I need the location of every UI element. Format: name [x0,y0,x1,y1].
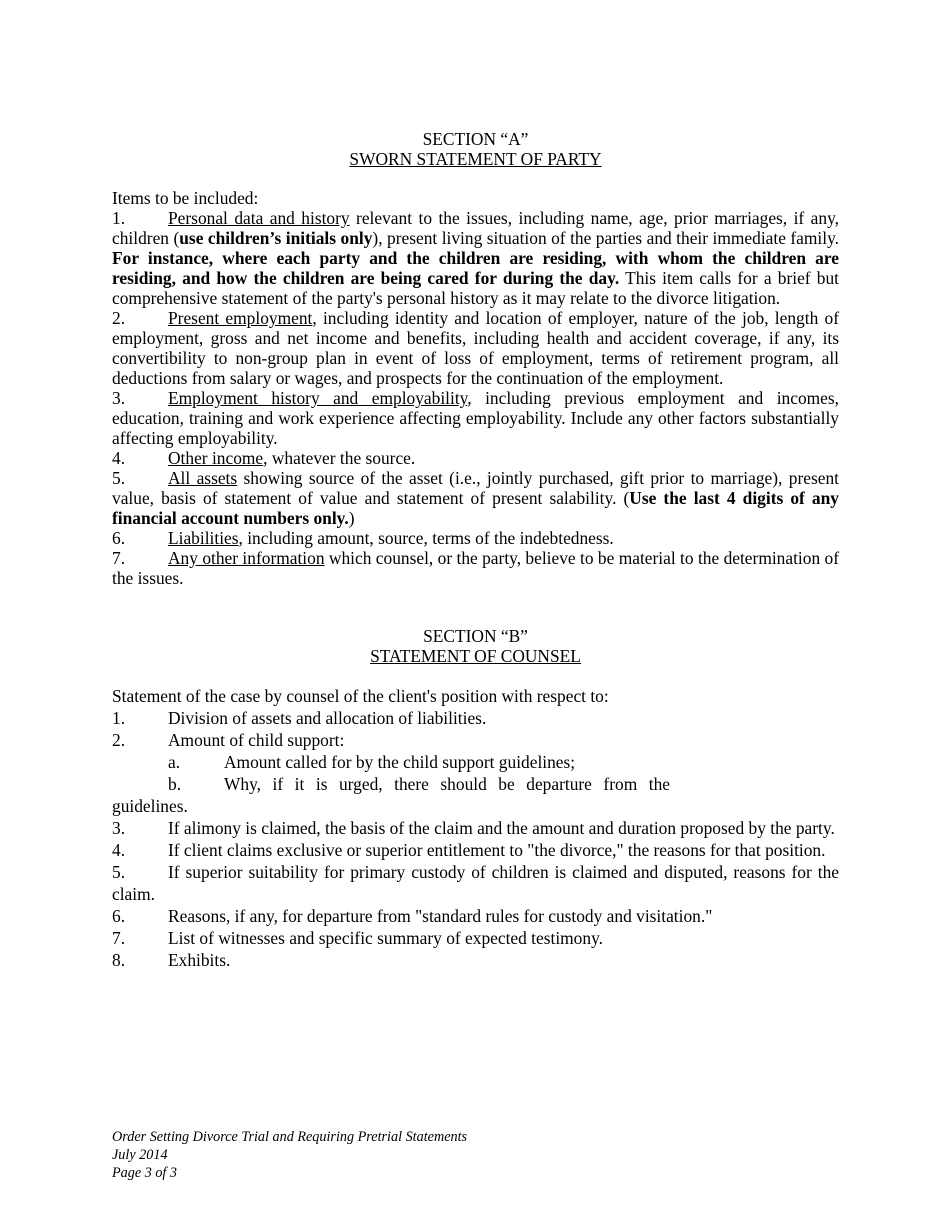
section-a-intro: Items to be included: [112,188,259,208]
list-item: 3. Employment history and employability, including previous employment and incomes, education, training and work experience affecting employability. Include any other factors substantially affecting employability. [112,388,840,448]
item-number: 1. [112,208,126,228]
item-number: 3. [112,388,126,408]
section-a-subheading: SWORN STATEMENT OF PARTY [349,149,602,169]
section-b-intro: Statement of the case by counsel of the client's position with respect to: [112,686,609,706]
list-item: 6. Liabilities, including amount, source, terms of the indebtedness. [112,528,614,548]
item-title: Employment history and employability [168,388,468,408]
footer-document-title: Order Setting Divorce Trial and Requiring Pretrial Statements [112,1129,468,1145]
list-item: 6. Reasons, if any, for departure from "standard rules for custody and visitation." [112,906,713,926]
list-item: 5. If superior suitability for primary custody of children is claimed and disputed, reasons for the claim. [112,862,839,904]
footer-page-number: Page 3 of 3 [112,1165,178,1181]
page-footer [112,1128,467,1182]
sub-list-item-continuation: guidelines. [112,796,188,816]
list-item: 5. All assets showing source of the asset (i.e., jointly purchased, gift prior to marriage), present value, basis of statement of value and statement of present salability. (Use the last 4 digits of any financial account numbers only.) [112,468,839,528]
document-page [112,129,839,971]
list-item: 2. Present employment, including identity and location of employer, nature of the job, length of employment, gross and net income and benefits, including health and accident coverage, if any, its convertibility to non-group plan in event of loss of employment, terms of retirement program, all deductions from salary or wages, and prospects for the continuation of the employment. [112,308,839,388]
section-b-subheading: STATEMENT OF COUNSEL [370,646,581,666]
item-title: Liabilities [168,528,239,548]
section-b-list [112,685,839,971]
list-item: 2. Amount of child support: [112,730,345,750]
item-number: 6. [112,528,126,548]
item-title: Present employment [168,308,313,328]
item-title: Other income [168,448,264,468]
sub-list-item: a. Amount called for by the child support guidelines; [168,752,576,772]
item-title: Any other information [168,548,325,568]
item-title: Personal data and history [168,208,350,228]
item-number: 7. [112,548,126,568]
list-item: 7. List of witnesses and specific summary of expected testimony. [112,928,603,948]
list-item: 1. Personal data and history relevant to the issues, including name, age, prior marriages, if any, children (use children’s initials only), present living situation of the parties and their immediate family. For instance, where each party and the children are residing, with whom the children are residing, and how the children are being cared for during the day. This item calls for a brief but comprehensive statement of the party's personal history as it may relate to the divorce litigation. [112,208,839,308]
list-item: 4. Other income, whatever the source. [112,448,416,468]
sub-list-item: b. Why, if it is urged, there should be departure from the [168,774,670,794]
item-number: 5. [112,468,126,488]
section-b-heading: SECTION “B” [423,626,528,646]
item-number: 4. [112,448,126,468]
section-a-heading: SECTION “A” [422,129,529,149]
list-item: 1. Division of assets and allocation of liabilities. [112,708,487,728]
list-item: 3. If alimony is claimed, the basis of the claim and the amount and duration proposed by the party. [112,818,835,838]
item-title: All assets [168,468,238,488]
list-item: 4. If client claims exclusive or superior entitlement to "the divorce," the reasons for that position. [112,840,826,860]
item-number: 2. [112,308,126,328]
footer-date: July 2014 [112,1147,168,1163]
list-item: 7. Any other information which counsel, or the party, believe to be material to the determination of the issues. [112,548,840,588]
list-item: 8. Exhibits. [112,950,231,970]
